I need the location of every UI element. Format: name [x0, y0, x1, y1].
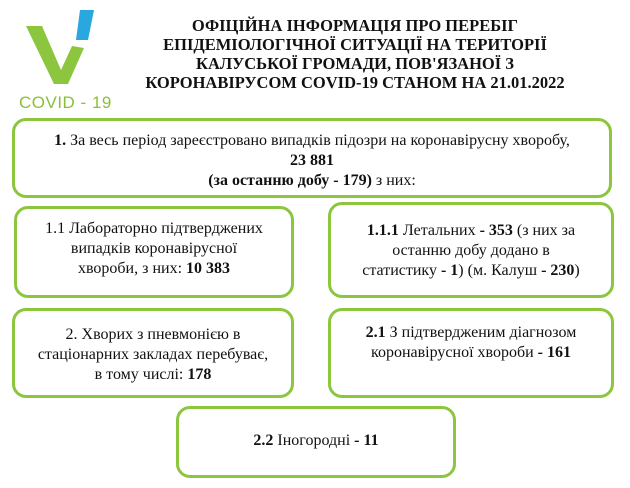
box111-value: - 353 [475, 222, 513, 239]
box-confirmed-diagnosis [328, 308, 614, 398]
box11-line1: 1.1 Лабораторно підтверджених [45, 220, 263, 237]
title-line-3: КАЛУСЬКОЇ ГРОМАДИ, ПОВ'ЯЗАНОЇ З [195, 54, 514, 73]
box1-text: За весь період зареєстровано випадків підозри на коронавірусну хворобу, [66, 132, 570, 149]
box-fatal [328, 202, 614, 298]
box2-line3 [15, 365, 291, 385]
box111-label: Летальних [398, 222, 476, 239]
title-line-1: ОФІЦІЙНА ІНФОРМАЦІЯ ПРО ПЕРЕБІГ [191, 16, 519, 35]
box2-line1: 2. Хворих з пневмонією в [65, 326, 241, 343]
box111-line3-end: ) [574, 262, 580, 279]
box2-line3-text: в тому числі: [94, 366, 188, 383]
box-pneumonia [12, 308, 294, 398]
box11-line3-text: хвороби, з них: [77, 260, 187, 277]
box22-number: 2.2 [253, 432, 274, 449]
box21-value: - 161 [533, 344, 571, 361]
box111-line3 [331, 261, 611, 281]
box111-line3-mid: ) (м. Калуш [458, 262, 538, 279]
box1-suffix: з них: [371, 172, 416, 189]
box21-label: З підтвердженим діагнозом [385, 324, 577, 341]
box22-line [179, 431, 453, 451]
box11-line2: випадків коронавірусної [70, 240, 238, 257]
box21-line2 [331, 343, 611, 363]
box1-line1 [15, 131, 609, 151]
box1-number: 1. [54, 132, 67, 149]
box11-value: 10 383 [186, 260, 231, 277]
box21-line2-text: коронавірусної хвороби [371, 344, 534, 361]
box1-last-day-value: - 179) [329, 172, 372, 189]
box1-total [15, 151, 609, 171]
box1-line3 [15, 171, 609, 191]
box111-line3-text: статистику [362, 262, 437, 279]
box22-value: - 11 [350, 432, 379, 449]
box2-line2: стаціонарних закладах перебуває, [37, 346, 269, 363]
box11-line3 [17, 259, 291, 279]
box1-total-value: 23 881 [290, 152, 334, 169]
box111-number: 1.1.1 [366, 222, 399, 239]
logo-caption: COVID - 19 [19, 93, 112, 112]
box21-number: 2.1 [365, 324, 386, 341]
box111-line1-rest: (з них за [512, 222, 576, 239]
box111-line2: останню добу додано в [392, 242, 550, 259]
box111-line1 [331, 221, 611, 241]
box1-last-day-label: (за останню добу [208, 172, 330, 189]
box2-value: 178 [187, 366, 212, 383]
title-line-4: КОРОНАВІРУСОМ COVID-19 СТАНОМ НА 21.01.2022 [145, 73, 565, 92]
box21-line1 [331, 323, 611, 343]
box-nonresidents [176, 406, 456, 478]
v-logo-icon [22, 8, 106, 88]
covid-logo [14, 4, 114, 114]
box-lab-confirmed [14, 206, 294, 298]
page-title [112, 16, 598, 92]
box111-kalush-value: - 230 [537, 262, 575, 279]
box-suspected-cases [12, 118, 612, 198]
title-line-2: ЕПІДЕМІОЛОГІЧНОЇ СИТУАЦІЇ НА ТЕРИТОРІЇ [163, 35, 547, 54]
box111-last-day-value: - 1 [436, 262, 459, 279]
box22-label: Іногородні [273, 432, 351, 449]
